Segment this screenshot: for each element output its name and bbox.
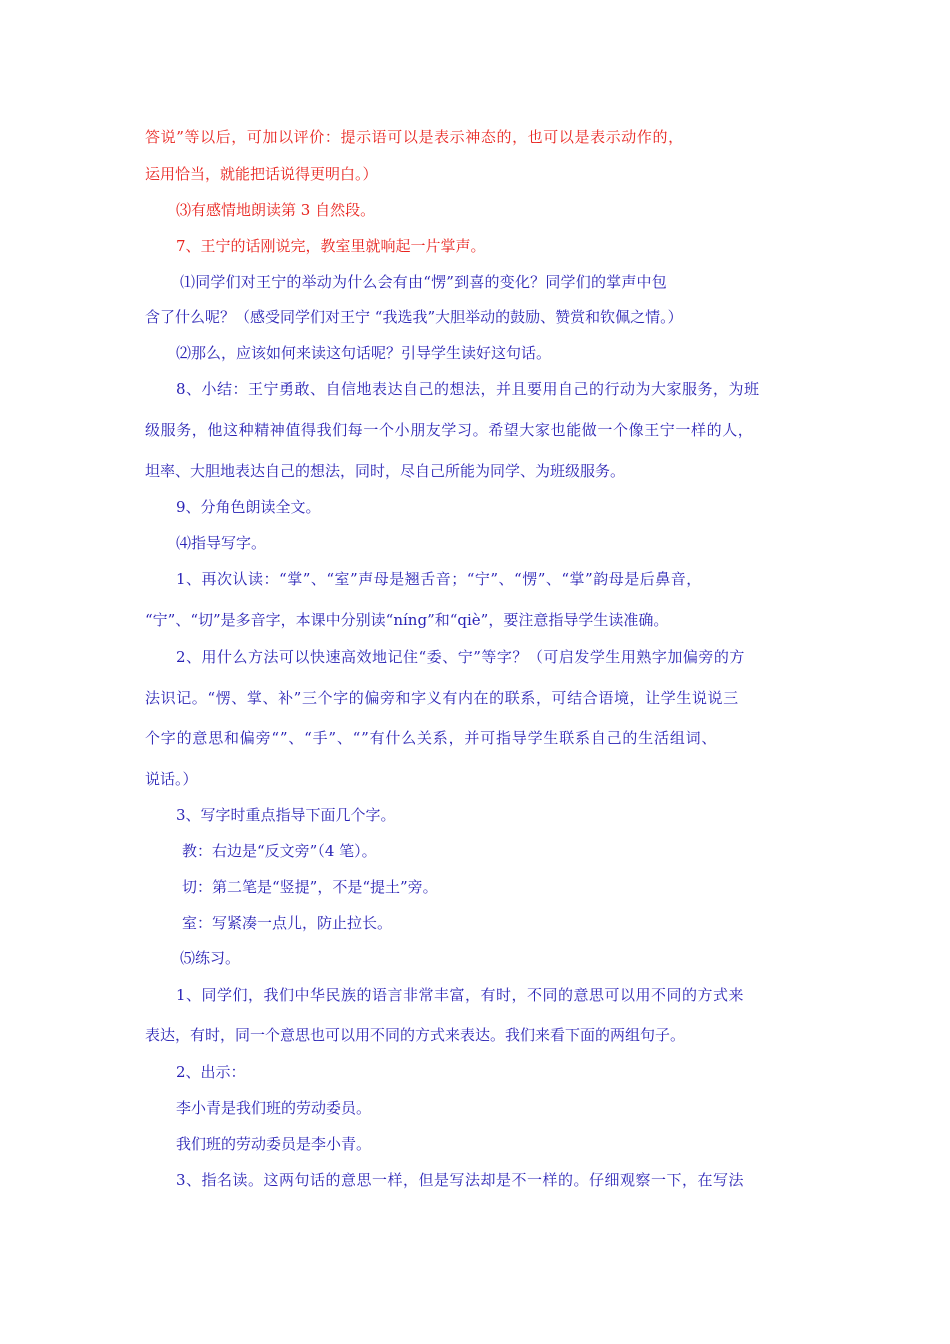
text-line: 表达，有时，同一个意思也可以用不同的方式来表达。我们来看下面的两组句子。 — [145, 1026, 686, 1044]
text-line: 3、指名读。这两句话的意思一样，但是写法却是不一样的。仔细观察一下，在写法 — [176, 1171, 745, 1189]
text-line: 教：右边是“反文旁”（4 笔）。 — [182, 842, 377, 860]
text-line: 7、王宁的话刚说完，教室里就响起一片掌声。 — [176, 237, 486, 255]
text-line: 9、分角色朗读全文。 — [176, 498, 321, 516]
text-line: 1、同学们，我们中华民族的语言非常丰富，有时，不同的意思可以用不同的方式来 — [176, 986, 745, 1004]
text-line: 我们班的劳动委员是李小青。 — [176, 1135, 372, 1153]
text-line: 切：第二笔是“竖提”，不是“提土”旁。 — [182, 878, 438, 896]
text-line: ⑸练习。 — [180, 949, 241, 967]
text-line: ⑶有感情地朗读第 3 自然段。 — [176, 201, 376, 219]
text-line: 说话。） — [145, 770, 198, 788]
text-line: 含了什么呢？（感受同学们对王宁 “我选我”大胆举动的鼓励、赞赏和钦佩之情。） — [145, 308, 683, 326]
text-line: 3、写字时重点指导下面几个字。 — [176, 806, 396, 824]
text-line: ⑴同学们对王宁的举动为什么会有由“愣”到喜的变化？同学们的掌声中包 — [180, 273, 667, 291]
text-line: 2、出示： — [176, 1063, 246, 1081]
text-line: 坦率、大胆地表达自己的想法，同时，尽自己所能为同学、为班级服务。 — [145, 462, 626, 480]
text-line: 李小青是我们班的劳动委员。 — [176, 1099, 372, 1117]
text-line: “宁”、“切”是多音字，本课中分别读“níng”和“qiè”，要注意指导学生读准确。 — [145, 611, 669, 629]
text-line: 个字的意思和偏旁“”、“手”、“”有什么关系，并可指导学生联系自己的生活组词、 — [145, 729, 718, 747]
text-line: 8、小结：王宁勇敢、自信地表达自己的想法，并且要用自己的行动为大家服务，为班 — [176, 380, 760, 398]
text-line: 运用恰当，就能把话说得更明白。） — [145, 165, 378, 183]
text-line: ⑷指导写字。 — [176, 534, 267, 552]
text-line: ⑵那么，应该如何来读这句话呢？引导学生读好这句话。 — [176, 344, 552, 362]
text-line: 法识记。“愣、掌、补”三个字的偏旁和字义有内在的联系，可结合语境，让学生说说三 — [145, 689, 739, 707]
text-line: 室：写紧凑一点儿，防止拉长。 — [182, 914, 393, 932]
text-line: 答说”等以后，可加以评价：提示语可以是表示神态的，也可以是表示动作的， — [145, 128, 684, 146]
text-line: 级服务，他这种精神值得我们每一个小朋友学习。希望大家也能做一个像王宁一样的人， — [145, 421, 754, 439]
text-line: 1、再次认读：“掌”、“室”声母是翘舌音；“宁”、“愣”、“掌”韵母是后鼻音， — [176, 570, 702, 588]
text-line: 2、用什么方法可以快速高效地记住“委、宁”等字？（可启发学生用熟字加偏旁的方 — [176, 648, 745, 666]
